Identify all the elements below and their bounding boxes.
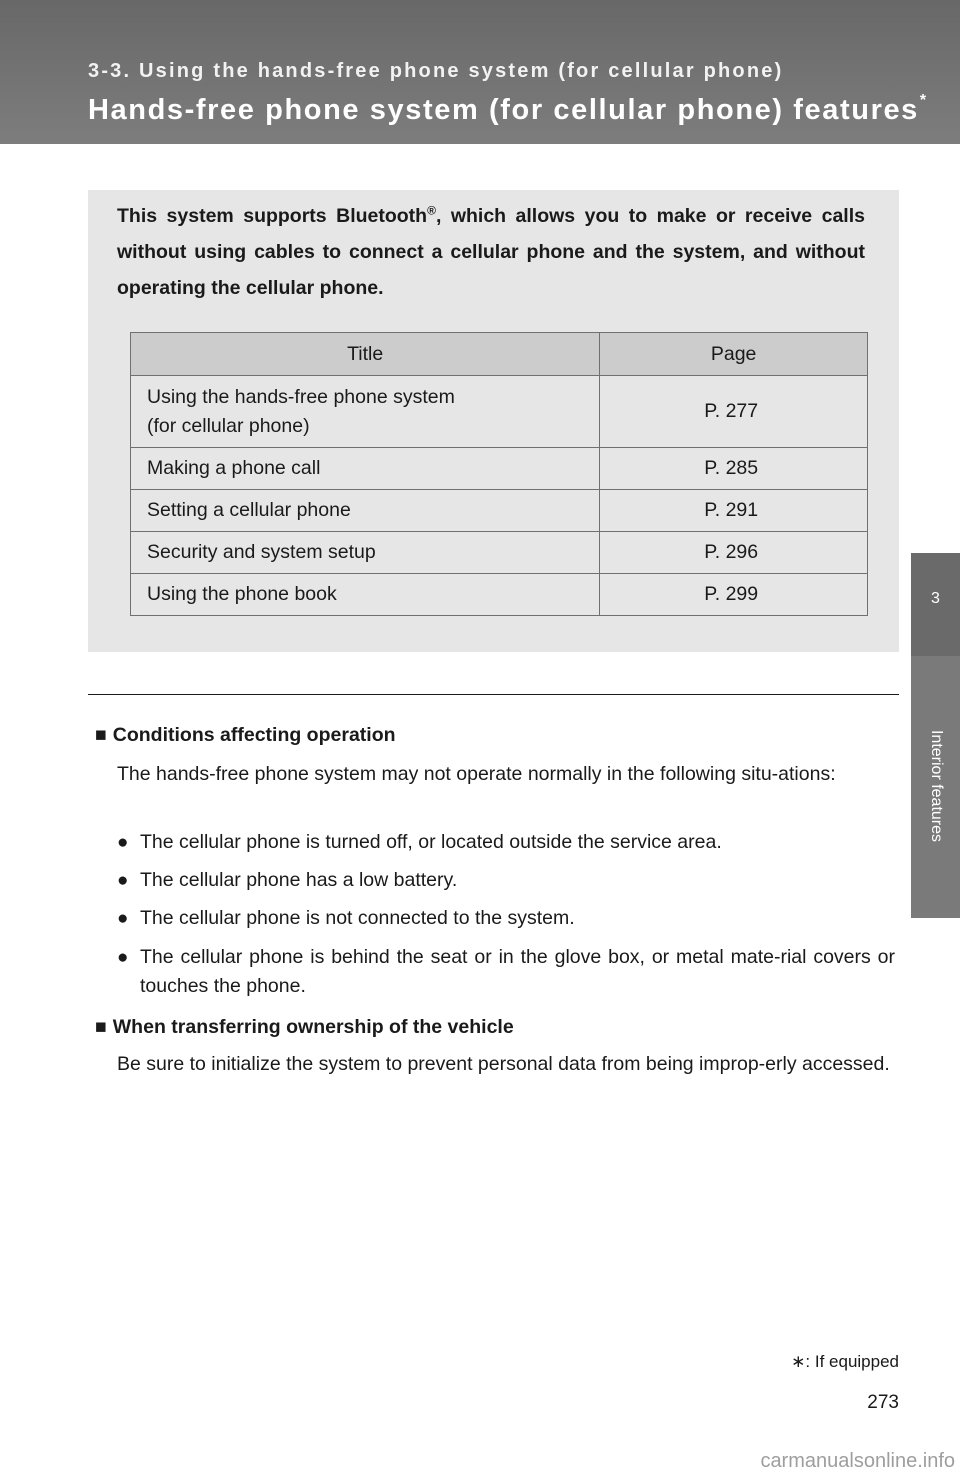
list-item-text: The cellular phone is not connected to the system.: [140, 907, 575, 929]
round-bullet-icon: ●: [117, 947, 129, 968]
chapter-header-bar: [0, 0, 960, 144]
intro-before-mark: This system supports Bluetooth: [117, 205, 428, 227]
table-row: [131, 376, 868, 448]
source-watermark: carmanualsonline.info: [760, 1450, 955, 1472]
chapter-number: 3: [931, 590, 940, 607]
chapter-label: Interior features: [928, 729, 945, 843]
page-heading-text: Hands-free phone system (for cellular phone) features: [88, 94, 919, 126]
table-row: [131, 532, 868, 574]
row-page-reference: P. 291: [600, 490, 868, 532]
list-item: [117, 904, 895, 933]
row-page-reference: P. 285: [600, 448, 868, 490]
list-item: [117, 866, 895, 895]
conditions-heading: [95, 724, 396, 747]
table-header-row: [131, 333, 868, 376]
row-title: [131, 376, 600, 448]
section-divider: [88, 694, 899, 695]
row-page-reference: P. 296: [600, 532, 868, 574]
transfer-text: Be sure to initialize the system to prevent personal data from being improp-erly accessed.: [117, 1053, 890, 1075]
if-equipped-footnote: ∗: If equipped: [791, 1352, 899, 1371]
square-bullet-icon: ■: [95, 724, 107, 746]
row-title: Security and system setup: [131, 532, 600, 574]
transfer-heading: [95, 1016, 514, 1039]
overview-intro: [117, 198, 865, 306]
conditions-intro: The hands-free phone system may not operate normally in the following situ-ations:: [117, 763, 836, 785]
column-header-page: Page: [600, 333, 868, 376]
section-title: 3-3. Using the hands-free phone system (for cellular phone): [88, 60, 784, 82]
round-bullet-icon: ●: [117, 870, 129, 891]
list-item: [117, 943, 895, 1001]
round-bullet-icon: ●: [117, 832, 129, 853]
list-item-text: The cellular phone has a low battery.: [140, 869, 458, 891]
table-row: [131, 490, 868, 532]
row-title-line-1: Using the hands-free phone system: [147, 385, 455, 408]
intro-after-mark: , which allows you to make or receive calls without using cables to connect a cellular phone and the system, and without operating the cellular phone.: [117, 205, 865, 299]
row-title: Making a phone call: [131, 448, 600, 490]
row-page-reference: P. 277: [600, 376, 868, 448]
registered-trademark-mark: ®: [427, 203, 436, 218]
if-equipped-mark: *: [919, 92, 928, 109]
conditions-heading-text: Conditions affecting operation: [112, 724, 396, 746]
column-header-title: Title: [131, 333, 600, 376]
row-title-line-2: (for cellular phone): [147, 414, 310, 437]
list-item-text: The cellular phone is turned off, or located outside the service area.: [140, 831, 722, 853]
page-number: 273: [867, 1392, 899, 1413]
transfer-heading-text: When transferring ownership of the vehicle: [112, 1016, 514, 1038]
table-row: [131, 448, 868, 490]
square-bullet-icon: ■: [95, 1016, 107, 1038]
page-heading: [88, 92, 928, 127]
list-item: [117, 828, 895, 857]
contents-table: [130, 332, 868, 616]
list-item-text: The cellular phone is behind the seat or in the glove box, or metal mate-rial covers or touches the phone.: [140, 946, 895, 997]
row-title: Setting a cellular phone: [131, 490, 600, 532]
row-title: Using the phone book: [131, 574, 600, 616]
row-page-reference: P. 299: [600, 574, 868, 616]
table-row: [131, 574, 868, 616]
round-bullet-icon: ●: [117, 908, 129, 929]
